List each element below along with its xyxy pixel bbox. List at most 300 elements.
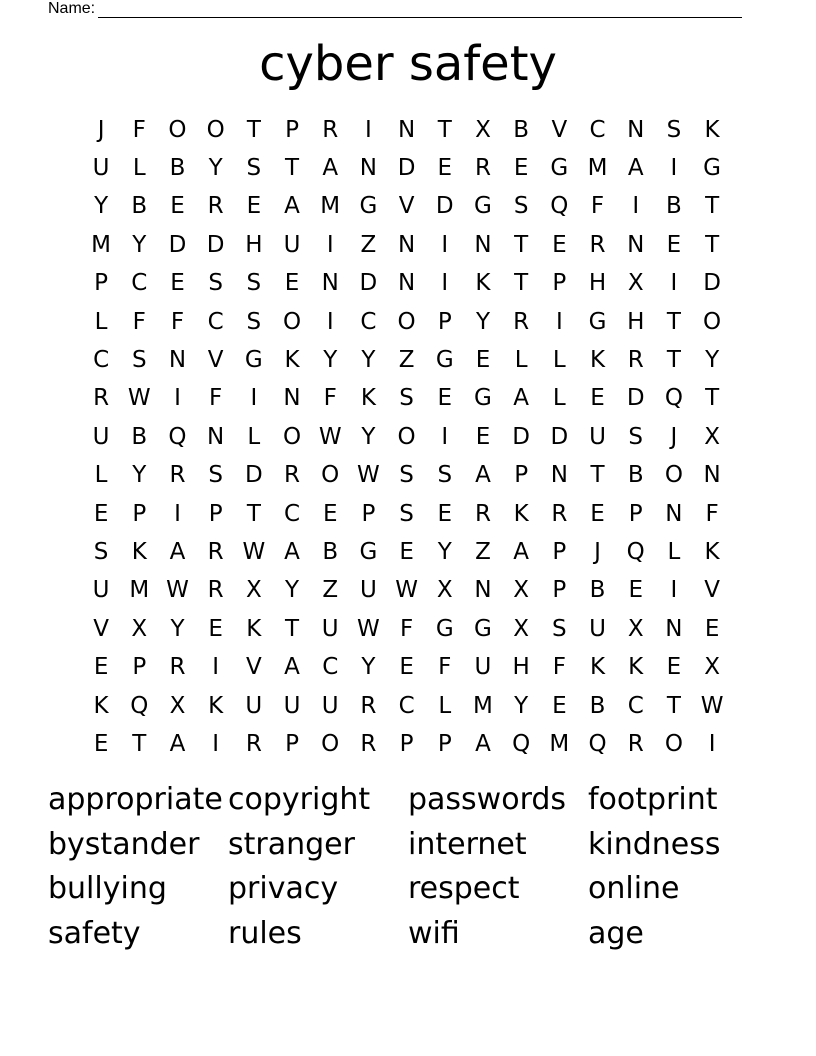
grid-letter: W (242, 538, 266, 565)
grid-letter: C (589, 116, 606, 143)
grid-letter: I (555, 308, 563, 335)
grid-letter: U (321, 692, 339, 719)
grid-letter: V (207, 347, 224, 374)
grid-letter: U (92, 577, 110, 604)
grid-row (82, 149, 732, 187)
grid-letter: Y (285, 577, 300, 604)
grid-letter: L (514, 347, 528, 374)
grid-letter: X (513, 577, 530, 604)
grid-letter: K (131, 538, 147, 565)
grid-letter: A (475, 462, 491, 489)
name-write-line (98, 3, 742, 18)
grid-letter: C (627, 692, 644, 719)
grid-letter: E (170, 193, 185, 220)
grid-letter: P (437, 730, 452, 757)
grid-letter: Y (132, 462, 147, 489)
grid-letter: Q (550, 193, 569, 220)
grid-letter: A (475, 730, 491, 757)
grid-letter: D (435, 193, 454, 220)
grid-letter: B (131, 423, 148, 450)
grid-letter: T (666, 692, 681, 719)
grid-letter: K (704, 116, 720, 143)
grid-letter: B (169, 155, 186, 182)
grid-letter: X (475, 116, 491, 143)
grid-letter: R (474, 155, 491, 182)
grid-letter: D (206, 231, 225, 258)
grid-letter: X (704, 423, 720, 450)
grid-letter: I (670, 155, 678, 182)
grid-letter: P (208, 500, 223, 527)
grid-letter: S (399, 385, 414, 412)
grid-letter: V (704, 577, 720, 604)
grid-letter: N (321, 270, 339, 297)
grid-letter: S (437, 462, 453, 489)
grid-letter: T (705, 231, 720, 258)
word-bank-item: bystander (48, 826, 200, 862)
grid-letter: K (208, 692, 224, 719)
grid-letter: N (397, 116, 416, 143)
grid-letter: K (513, 500, 529, 527)
grid-letter: D (550, 423, 569, 450)
grid-letter: O (168, 116, 187, 143)
grid-row (82, 265, 732, 303)
grid-letter: I (326, 308, 334, 335)
grid-letter: N (665, 500, 683, 527)
grid-letter: F (590, 193, 605, 220)
grid-letter: B (666, 193, 682, 220)
word-bank-item: privacy (228, 871, 339, 906)
word-bank-item: wifi (408, 915, 460, 951)
grid-letter: V (245, 654, 262, 681)
grid-letter: N (359, 155, 378, 182)
grid-letter: K (360, 385, 376, 412)
grid-letter: U (589, 615, 606, 642)
grid-letter: E (399, 538, 414, 565)
grid-letter: O (321, 730, 340, 757)
grid-letter: E (552, 692, 567, 719)
grid-letter: A (513, 538, 530, 565)
grid-letter: A (284, 654, 300, 681)
grid-letter: T (514, 270, 529, 297)
grid-row (82, 341, 732, 379)
grid-letter: G (359, 538, 378, 565)
grid-letter: N (665, 615, 683, 642)
grid-letter: L (552, 347, 566, 374)
grid-letter: S (208, 270, 223, 297)
page-title: cyber safety (259, 36, 557, 92)
grid-letter: C (322, 654, 339, 681)
grid-letter: Y (94, 193, 109, 220)
grid-letter: N (474, 231, 492, 258)
grid-letter: E (322, 500, 338, 527)
grid-letter: N (474, 577, 492, 604)
grid-letter: H (588, 270, 607, 297)
grid-letter: J (594, 538, 601, 565)
grid-row (82, 111, 732, 149)
grid-letter: O (206, 116, 225, 143)
grid-letter: B (627, 462, 644, 489)
grid-letter: D (168, 231, 187, 258)
grid-letter: F (705, 500, 719, 527)
grid-letter: X (513, 615, 530, 642)
grid-letter: P (514, 462, 529, 489)
name-field (48, 0, 742, 18)
grid-letter: N (207, 423, 225, 450)
grid-letter: N (550, 462, 568, 489)
grid-letter: Y (361, 347, 376, 374)
grid-letter: Q (130, 692, 149, 719)
word-bank-item: safety (48, 915, 141, 951)
grid-letter: T (285, 155, 300, 182)
word-bank-item: stranger (228, 826, 355, 862)
grid-letter: F (132, 116, 146, 143)
grid-row (82, 533, 732, 571)
grid-letter: N (627, 116, 645, 143)
word-bank-item: age (588, 915, 644, 951)
grid-letter: C (360, 308, 377, 335)
grid-letter: J (97, 116, 105, 143)
grid-letter: E (437, 155, 453, 182)
grid-letter: T (666, 308, 681, 335)
grid-letter: W (395, 577, 418, 604)
grid-letter: L (552, 385, 566, 412)
grid-letter: Y (323, 347, 338, 374)
grid-letter: I (174, 500, 181, 527)
grid-letter: K (246, 615, 262, 642)
grid-letter: W (700, 692, 724, 719)
grid-letter: R (627, 347, 644, 374)
grid-letter: E (437, 500, 453, 527)
grid-letter: X (704, 654, 720, 681)
grid-letter: U (245, 692, 263, 719)
grid-letter: T (590, 462, 605, 489)
grid-letter: G (435, 347, 454, 374)
grid-letter: C (93, 347, 110, 374)
grid-letter: T (666, 347, 681, 374)
grid-letter: R (360, 730, 377, 757)
grid-letter: U (92, 423, 110, 450)
grid-letter: C (398, 692, 415, 719)
grid-letter: I (441, 231, 449, 258)
grid-letter: D (703, 270, 721, 297)
word-bank-item: appropriate (48, 782, 223, 817)
grid-letter: P (552, 270, 567, 297)
name-label: Name: (48, 0, 96, 17)
grid-letter: E (399, 654, 414, 681)
grid-letter: P (132, 654, 147, 681)
grid-letter: R (589, 231, 606, 258)
grid-row (82, 648, 732, 686)
grid-letter: M (129, 577, 150, 604)
grid-letter: P (437, 308, 452, 335)
grid-letter: D (397, 155, 416, 182)
grid-letter: U (283, 231, 301, 258)
grid-letter: I (441, 423, 449, 450)
grid-letter: X (169, 692, 186, 719)
grid-letter: L (247, 423, 261, 450)
grid-letter: N (703, 462, 721, 489)
grid-letter: I (441, 270, 449, 297)
grid-letter: M (549, 730, 570, 757)
grid-letter: O (664, 462, 683, 489)
grid-letter: I (212, 730, 220, 757)
grid-letter: M (320, 193, 341, 220)
grid-letter: M (473, 692, 493, 719)
grid-letter: T (437, 116, 452, 143)
grid-letter: U (359, 577, 377, 604)
grid-letter: W (318, 423, 342, 450)
grid-letter: P (399, 730, 414, 757)
grid-letter: X (627, 615, 644, 642)
grid-letter: B (589, 692, 606, 719)
grid-letter: P (552, 577, 567, 604)
grid-letter: Q (626, 538, 645, 565)
grid-letter: R (627, 730, 644, 757)
grid-letter: O (397, 423, 416, 450)
grid-letter: G (474, 385, 492, 412)
grid-letter: T (132, 730, 147, 757)
grid-letter: P (285, 730, 299, 757)
grid-letter: X (131, 615, 148, 642)
grid-letter: O (703, 308, 722, 335)
grid-letter: E (704, 615, 720, 642)
grid-letter: Y (361, 423, 376, 450)
grid-letter: A (513, 385, 530, 412)
grid-row (82, 572, 732, 610)
grid-letter: E (437, 385, 453, 412)
grid-row (82, 725, 732, 763)
grid-letter: M (587, 155, 608, 182)
grid-row (82, 226, 732, 264)
grid-letter: A (627, 155, 644, 182)
grid-letter: O (282, 308, 302, 335)
grid-letter: I (632, 193, 640, 220)
grid-letter: K (589, 654, 606, 681)
grid-letter: H (245, 231, 263, 258)
grid-row (82, 495, 732, 533)
letter-grid (82, 111, 732, 764)
grid-letter: C (207, 308, 224, 335)
grid-letter: F (132, 308, 146, 335)
grid-letter: G (550, 155, 569, 182)
word-bank-item: respect (408, 871, 520, 906)
grid-letter: I (670, 577, 678, 604)
grid-row (82, 303, 732, 341)
grid-letter: P (361, 500, 376, 527)
grid-letter: Y (437, 538, 452, 565)
grid-letter: E (170, 270, 185, 297)
grid-letter: U (589, 423, 606, 450)
grid-letter: K (284, 347, 300, 374)
grid-letter: P (94, 270, 109, 297)
word-bank-item: online (588, 871, 680, 906)
grid-letter: E (552, 231, 567, 258)
grid-letter: V (551, 116, 568, 143)
grid-letter: S (208, 462, 223, 489)
grid-letter: Z (398, 347, 415, 374)
grid-letter: S (552, 615, 567, 642)
grid-letter: X (436, 577, 453, 604)
grid-letter: G (244, 347, 263, 374)
grid-letter: R (513, 308, 530, 335)
grid-letter: W (166, 577, 189, 604)
grid-letter: U (92, 155, 110, 182)
grid-letter: Y (475, 308, 490, 335)
grid-letter: Y (170, 615, 185, 642)
grid-letter: C (284, 500, 301, 527)
grid-letter: E (208, 615, 223, 642)
grid-letter: V (93, 615, 109, 642)
grid-letter: B (513, 116, 530, 143)
word-bank-item: rules (228, 915, 302, 951)
grid-letter: F (438, 654, 452, 681)
grid-letter: E (93, 730, 109, 757)
grid-letter: U (474, 654, 492, 681)
grid-letter: A (322, 155, 339, 182)
grid-letter: A (169, 538, 186, 565)
grid-letter: A (284, 193, 300, 220)
grid-letter: S (246, 270, 262, 297)
grid-letter: R (207, 193, 224, 220)
grid-letter: N (397, 270, 416, 297)
grid-letter: F (552, 654, 566, 681)
grid-letter: T (705, 193, 720, 220)
grid-letter: R (245, 730, 262, 757)
word-bank-item: internet (408, 826, 527, 862)
grid-letter: N (283, 385, 301, 412)
grid-letter: F (399, 615, 414, 642)
grid-letter: L (132, 155, 146, 182)
grid-letter: R (207, 577, 224, 604)
grid-letter: R (284, 462, 301, 489)
grid-letter: D (359, 270, 378, 297)
grid-letter: O (321, 462, 340, 489)
grid-letter: E (93, 654, 109, 681)
grid-letter: Q (512, 730, 531, 757)
grid-letter: R (474, 500, 491, 527)
word-bank-item: passwords (408, 782, 567, 817)
grid-letter: W (357, 615, 380, 642)
grid-letter: S (131, 347, 147, 374)
grid-letter: B (131, 193, 148, 220)
grid-letter: E (628, 577, 643, 604)
grid-letter: L (438, 692, 452, 719)
grid-letter: I (365, 116, 372, 143)
grid-letter: L (667, 538, 681, 565)
word-bank-item: kindness (588, 826, 721, 862)
grid-letter: Q (664, 385, 683, 412)
grid-letter: S (666, 116, 682, 143)
grid-letter: I (212, 654, 220, 681)
grid-letter: K (93, 692, 109, 719)
grid-row (82, 380, 732, 418)
grid-letter: L (94, 308, 108, 335)
grid-letter: T (514, 231, 529, 258)
grid-letter: U (321, 615, 339, 642)
grid-letter: G (703, 155, 721, 182)
grid-letter: T (285, 615, 300, 642)
word-bank-item: bullying (48, 871, 167, 906)
grid-letter: R (207, 538, 224, 565)
grid-letter: R (322, 116, 339, 143)
grid-letter: G (435, 615, 454, 642)
grid-letter: G (588, 308, 607, 335)
grid-letter: I (670, 270, 678, 297)
grid-letter: P (132, 500, 147, 527)
grid-letter: A (284, 538, 300, 565)
grid-letter: F (209, 385, 223, 412)
grid-letter: E (93, 500, 109, 527)
grid-letter: Q (168, 423, 187, 450)
grid-letter: G (474, 193, 492, 220)
grid-letter: Z (360, 231, 377, 258)
word-bank (48, 778, 768, 956)
grid-letter: T (246, 116, 261, 143)
grid-letter: X (627, 270, 644, 297)
grid-letter: R (169, 654, 186, 681)
grid-letter: O (397, 308, 416, 335)
grid-letter: X (245, 577, 262, 604)
grid-letter: S (246, 155, 262, 182)
grid-letter: S (399, 500, 414, 527)
grid-letter: N (168, 347, 187, 374)
grid-letter: M (91, 231, 112, 258)
grid-letter: K (589, 347, 606, 374)
word-bank-item: footprint (588, 782, 718, 817)
grid-letter: Y (132, 231, 147, 258)
grid-letter: P (628, 500, 643, 527)
grid-letter: E (590, 385, 605, 412)
grid-letter: K (628, 654, 644, 681)
grid-letter: E (666, 654, 682, 681)
grid-letter: Y (208, 155, 223, 182)
grid-row (82, 418, 732, 456)
word-bank-item: copyright (228, 782, 371, 817)
grid-letter: H (627, 308, 645, 335)
grid-letter: E (666, 231, 682, 258)
grid-letter: D (512, 423, 531, 450)
grid-row (82, 687, 732, 725)
grid-letter: W (127, 385, 151, 412)
grid-letter: P (552, 538, 567, 565)
grid-row (82, 610, 732, 648)
grid-letter: Z (322, 577, 339, 604)
grid-letter: R (169, 462, 186, 489)
grid-letter: E (284, 270, 300, 297)
grid-letter: B (322, 538, 339, 565)
grid-letter: R (93, 385, 110, 412)
grid-letter: S (93, 538, 109, 565)
grid-letter: W (357, 462, 380, 489)
grid-letter: Q (588, 730, 607, 757)
grid-letter: D (626, 385, 645, 412)
grid-row (82, 188, 732, 226)
grid-letter: G (359, 193, 378, 220)
grid-letter: I (250, 385, 258, 412)
grid-letter: T (705, 385, 720, 412)
grid-row (82, 457, 732, 495)
grid-letter: S (628, 423, 644, 450)
grid-letter: I (174, 385, 181, 412)
grid-letter: V (398, 193, 415, 220)
grid-letter: E (475, 423, 491, 450)
grid-letter: T (246, 500, 261, 527)
grid-letter: N (627, 231, 645, 258)
grid-letter: E (246, 193, 262, 220)
grid-letter: O (282, 423, 302, 450)
grid-letter: U (283, 692, 301, 719)
grid-letter: O (664, 730, 683, 757)
